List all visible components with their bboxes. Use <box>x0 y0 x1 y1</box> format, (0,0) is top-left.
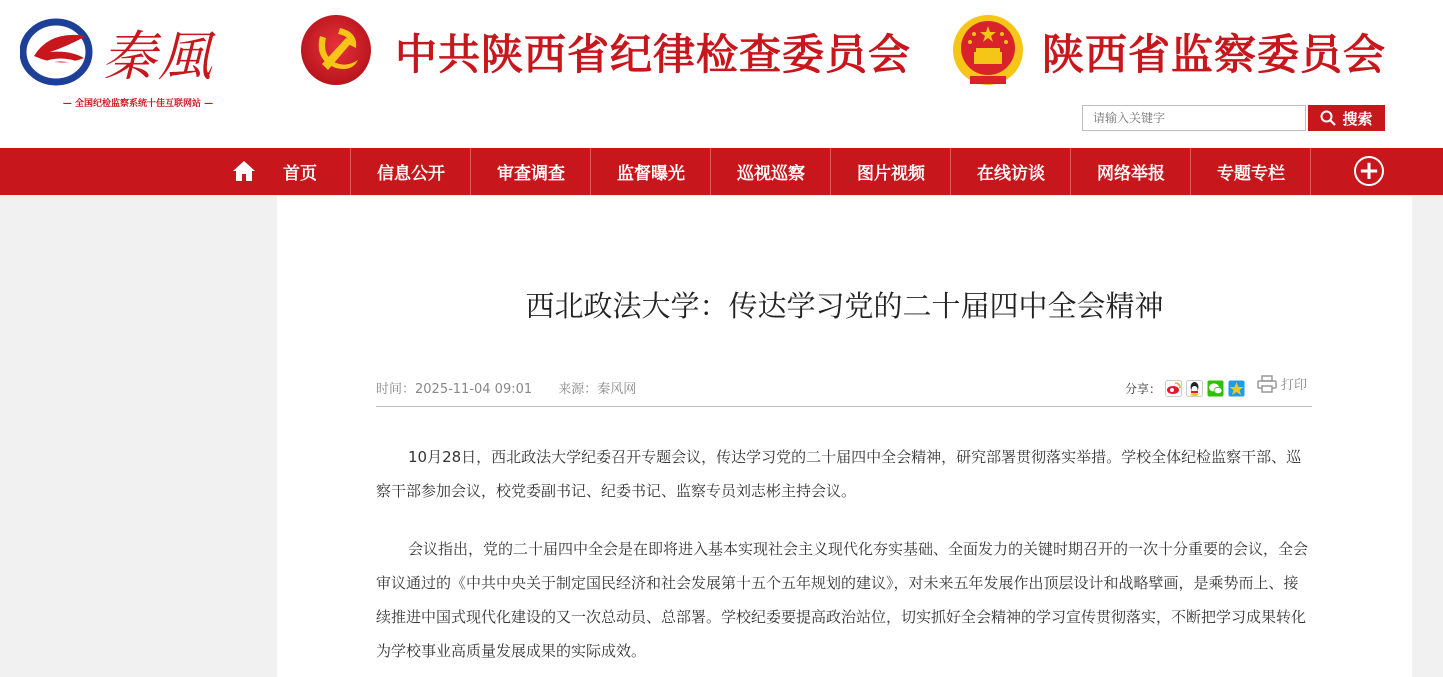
search-button-label: 搜索 <box>1342 109 1373 128</box>
nav-item-home[interactable]: 首页 <box>283 164 317 184</box>
nav-item-investigation[interactable]: 审查调查 <box>497 164 565 184</box>
search-icon <box>1320 110 1336 126</box>
article-title: 西北政法大学：传达学习党的二十届四中全会精神 <box>525 289 1164 323</box>
meta-divider <box>376 406 1312 407</box>
nav-item-photo-video[interactable]: 图片视频 <box>857 164 925 184</box>
qinfeng-logo-icon <box>20 16 100 86</box>
site-logo[interactable] <box>18 14 258 114</box>
party-emblem-icon <box>300 14 372 86</box>
national-emblem-icon <box>952 12 1024 88</box>
nav-item-interview[interactable]: 在线访谈 <box>977 164 1045 184</box>
article-container <box>277 196 1412 677</box>
nav-item-exposure[interactable]: 监督曝光 <box>617 164 685 184</box>
print-button[interactable] <box>1257 374 1307 393</box>
share-bar <box>1125 380 1245 397</box>
qzone-icon[interactable] <box>1228 380 1245 397</box>
nav-item-special-topics[interactable]: 专题专栏 <box>1217 164 1285 184</box>
org-supervision-title: 陕西省监察委员会 <box>1042 30 1387 79</box>
nav-item-info-disclosure[interactable]: 信息公开 <box>377 164 445 184</box>
printer-icon <box>1257 375 1277 393</box>
print-label: 打印 <box>1281 378 1308 393</box>
logo-text: 秦風 <box>102 25 214 88</box>
wechat-icon[interactable] <box>1207 380 1224 397</box>
search-input[interactable] <box>1082 105 1306 131</box>
search-button[interactable] <box>1308 105 1385 131</box>
org-party-title: 中共陕西省纪律检查委员会 <box>395 30 912 79</box>
article-paragraph: 会议指出，党的二十届四中全会是在即将进入基本实现社会主义现代化夯实基础、全面发力的关键时期召开的一次十分重要的会议，全会审议通过的《中共中央关于制定国民经济和社会发展第十五个五年规划的建议》，对未来五年发展作出顶层设计和战略擘画，是乘势而上、接续推进中国式现代化建设的又一次总动员、总部署。学校纪委要提高政治站位，切实抓好全会精神的学习宣传贯彻落实，不断把学习成果转化为学校事业高质量发展成果的实际成效。 <box>376 540 1309 660</box>
nav-divider <box>1310 148 1311 195</box>
article-time: 时间：2025-11-04 09:01 <box>376 382 533 397</box>
article-meta <box>376 378 658 397</box>
qq-icon[interactable] <box>1186 380 1203 397</box>
article-source: 来源：秦风网 <box>558 382 637 397</box>
article-paragraph: 10月28日，西北政法大学纪委召开专题会议，传达学习党的二十届四中全会精神，研究部署贯彻落实举措。学校全体纪检监察干部、巡察干部参加会议，校党委副书记、纪委书记、监察专员刘志彬主持会议。 <box>376 448 1302 500</box>
share-label: 分享： <box>1125 382 1162 396</box>
site-header <box>0 0 1443 148</box>
plus-circle-icon[interactable]: + <box>1354 156 1384 186</box>
nav-item-inspection[interactable]: 巡视巡察 <box>737 164 805 184</box>
nav-item-report[interactable]: 网络举报 <box>1097 164 1165 184</box>
weibo-icon[interactable] <box>1165 380 1182 397</box>
main-nav <box>0 148 1443 195</box>
logo-slogan: — 全国纪检监察系统十佳互联网站 — <box>62 99 214 109</box>
